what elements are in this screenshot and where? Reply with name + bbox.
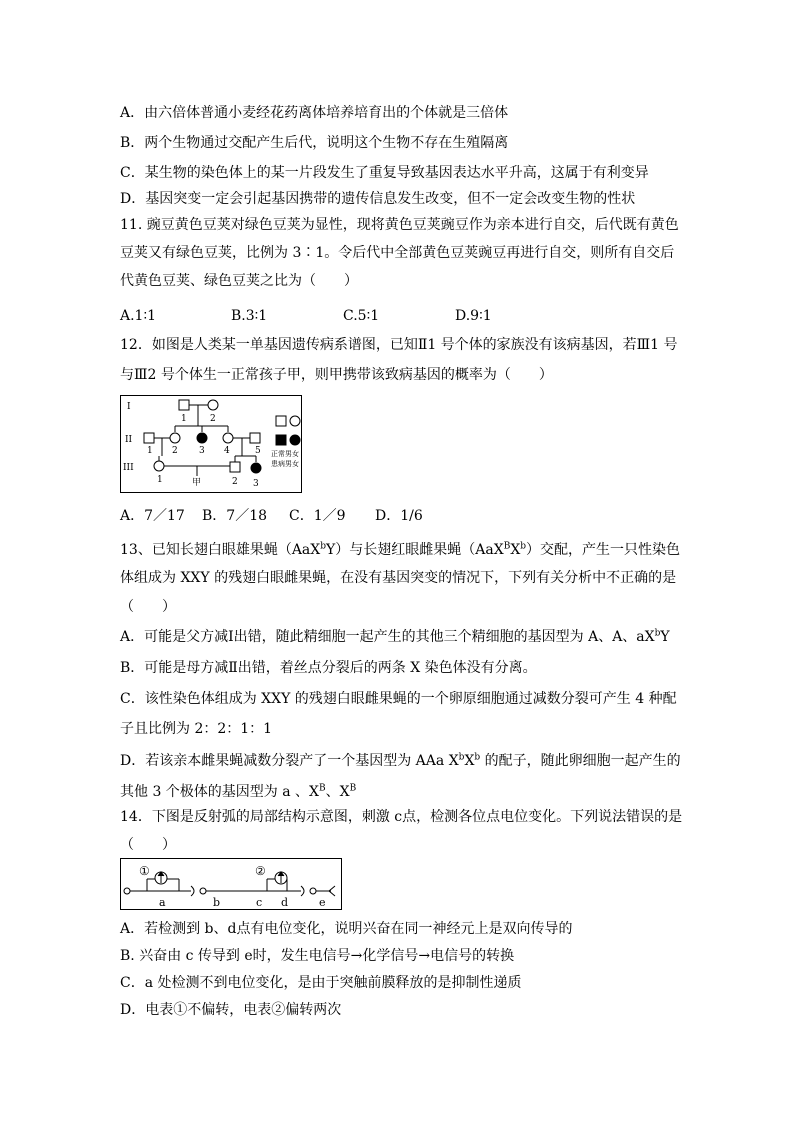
pedigree-num: 2	[210, 414, 216, 424]
pedigree-num: 4	[224, 446, 230, 456]
q14-option-d: D．电表①不偏转，电表②偏转两次	[120, 1002, 342, 1018]
pedigree-num: 1	[181, 414, 187, 424]
pedigree-num: 3	[253, 479, 259, 489]
neuron-cell-body-left	[124, 888, 130, 894]
legend-normal-male	[276, 416, 286, 426]
q13-option-d-line1: D．若该亲本雌果蝇减数分裂产了一个基因型为 AAa $X^bX^b$ 的配子，随此卵细胞一起产生的	[120, 752, 681, 769]
pedigree-ii5-male	[250, 433, 260, 443]
pedigree-num: 1	[147, 446, 153, 456]
q12-stem-line1: 12．如图是人类某一单基因遗传病系谱图，已知Ⅱ1 号个体的家族没有该病基因，若Ⅲ1 号	[120, 337, 678, 353]
q14-stem-line2: （ ）	[120, 837, 176, 853]
q12-options	[120, 507, 423, 525]
q12-option-d: D．1/6	[375, 508, 423, 524]
q11-option-d: D.9∶1	[455, 308, 492, 324]
q13-option-b: B．可能是母方减Ⅱ出错，着丝点分裂后的两条 X 染色体没有分离。	[120, 660, 537, 676]
legend-affected-female	[290, 435, 300, 445]
meter-1-label: ①	[139, 864, 150, 878]
reflex-arc-diagram	[121, 859, 341, 909]
legend-affected-male	[276, 435, 286, 445]
pedigree-num: 1	[157, 475, 163, 485]
reflex-arc-figure	[120, 858, 342, 910]
q14-option-a: A．若检测到 b、d点有电位变化，说明兴奋在同一神经元上是双向传导的	[120, 921, 573, 937]
q12-option-b: B．7／18	[202, 508, 268, 524]
q13-option-c-line1: C．该性染色体组成为 XXY 的残翅白眼雌果蝇的一个卵原细胞通过减数分裂可产生 4 种配	[120, 691, 677, 707]
q11-option-a: A.1∶1	[120, 308, 157, 324]
q10-option-a: A．由六倍体普通小麦经花药离体培养培育出的个体就是三倍体	[120, 105, 509, 121]
q11-stem-line3: 代黄色豆荚、绿色豆荚之比为（ ）	[120, 273, 358, 289]
point-a-label: a	[159, 896, 166, 909]
q13-stem-line3: （ ）	[120, 599, 176, 615]
meter-2-label: ②	[255, 864, 266, 878]
q14-option-c: C．a 处检测不到电位变化，是由于突触前膜释放的是抑制性递质	[120, 975, 522, 991]
pedigree-gen-iii-label: III	[123, 463, 134, 473]
q13-option-d-line2: 其他 3 个极体的基因型为 a 、$X^B$、$X^B$	[120, 783, 357, 800]
q14-option-b: B. 兴奋由 c 传导到 e时，发生电信号→化学信号→电信号的转换	[120, 948, 515, 964]
pedigree-gen-ii-label: II	[125, 435, 133, 445]
q12-option-c: C．1／9	[289, 508, 346, 524]
pedigree-num: 3	[199, 446, 205, 456]
q14-stem-line1: 14．下图是反射弧的局部结构示意图，刺激 c点，检测各位点电位变化。下列说法错误的是	[120, 809, 683, 825]
point-b-label: b	[213, 896, 221, 909]
q11-stem-line1: 11. 豌豆黄色豆荚对绿色豆荚为显性，现将黄色豆荚豌豆作为亲本进行自交，后代既有黄色	[120, 217, 679, 233]
neuron-cell-body-right	[310, 888, 316, 894]
pedigree-iii1-female	[154, 461, 164, 471]
pedigree-gen-i-label: I	[127, 402, 131, 412]
q10-option-c: C．某生物的染色体上的某一片段发生了重复导致基因表达水平升高，这属于有利变异	[120, 165, 649, 181]
pedigree-iii3-affected-female	[251, 463, 261, 473]
pedigree-ii2-female	[170, 433, 180, 443]
q13-option-a: A．可能是父方减Ⅰ出错，随此精细胞一起产生的其他三个精细胞的基因型为 A、A、$aX^bY$	[120, 628, 670, 645]
q11-stem-line2: 豆荚又有绿色豆荚，比例为 3∶1。令后代中全部黄色豆荚豌豆再进行自交，则所有自交后	[120, 245, 675, 261]
pedigree-child-label: 甲	[192, 478, 202, 488]
synapse-right-terminal	[301, 886, 304, 896]
pedigree-chart	[121, 396, 301, 492]
pedigree-iii2-male	[230, 462, 240, 472]
point-c-label: c	[256, 896, 263, 909]
pedigree-figure	[120, 395, 302, 493]
q11-option-c: C.5∶1	[343, 308, 380, 324]
q11-options	[120, 307, 492, 325]
pedigree-num: 2	[232, 477, 238, 487]
legend-normal-label: 正常男女	[271, 450, 299, 458]
q13-option-c-line2: 子且比例为 2：2：1：1	[120, 721, 273, 737]
pedigree-num: 2	[172, 446, 178, 456]
legend-affected-label: 患病男女	[271, 460, 299, 468]
legend-normal-female	[290, 416, 300, 426]
pedigree-i1-male	[179, 400, 189, 410]
pedigree-ii3-affected-female	[197, 433, 207, 443]
q11-option-b: B.3∶1	[231, 308, 268, 324]
point-d-label: d	[281, 896, 289, 909]
pedigree-i2-female	[208, 400, 218, 410]
q12-option-a: A．7／17	[120, 508, 185, 524]
pedigree-num: 5	[255, 446, 261, 456]
synapse-left-terminal	[191, 886, 194, 896]
q12-stem-line2: 与Ⅲ2 号个体生一正常孩子甲，则甲携带该致病基因的概率为（ ）	[120, 367, 553, 383]
q10-option-b: B．两个生物通过交配产生后代，说明这个生物不存在生殖隔离	[120, 135, 509, 151]
q13-stem-line2: 体组成为 XXY 的残翅白眼雌果蝇，在没有基因突变的情况下，下列有关分析中不正确的是	[120, 570, 677, 586]
neuron-cell-body-middle	[200, 888, 206, 894]
q10-option-d: D．基因突变一定会引起基因携带的遗传信息发生改变，但不一定会改变生物的性状	[120, 191, 636, 207]
q13-stem-line1: 13、已知长翅白眼雄果蝇（AaX$^b$Y）与长翅红眼雌果蝇$(AaX^BX^b)$交配，产生一只性染色	[120, 541, 681, 558]
point-e-label: e	[319, 896, 326, 909]
pedigree-ii1-male	[144, 433, 154, 443]
pedigree-ii4-female	[223, 433, 233, 443]
